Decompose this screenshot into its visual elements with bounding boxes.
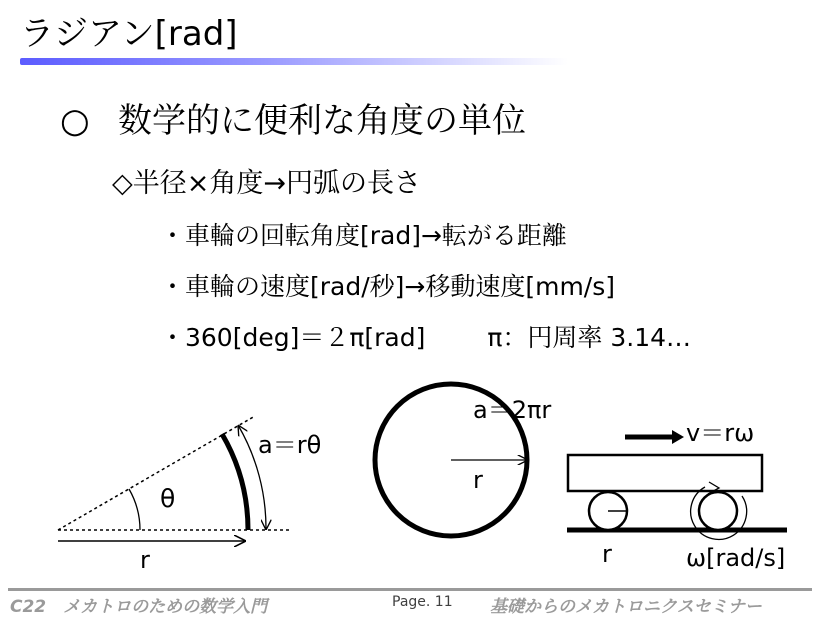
sector-arc: [222, 434, 248, 530]
sector-ray: [58, 416, 255, 530]
circle-diagram: [375, 384, 551, 536]
heading-text: 数学的に便利な角度の単位: [118, 101, 526, 141]
sector-diagram: [58, 416, 321, 574]
right-wheel: [699, 492, 737, 530]
slide-title: ラジアン[rad]: [20, 14, 238, 54]
degree-equation: ・360[deg]＝２π[rad]: [160, 323, 426, 352]
circumference-label: a＝2πr: [473, 396, 552, 424]
footer-seminar-title: 基礎からのメカトロニクスセミナー: [490, 597, 762, 617]
footer-divider: [8, 588, 812, 591]
cart-diagram: [567, 419, 787, 572]
arc-length-label: a＝rθ: [258, 431, 322, 459]
bullet-item-rotation: ・車輪の回転角度[rad]→転がる距離: [160, 221, 567, 250]
bullet-item-speed: ・車輪の速度[rad/秒]→移動速度[mm/s]: [160, 272, 616, 301]
angle-label: θ: [160, 484, 176, 513]
velocity-arrowhead: [672, 430, 684, 444]
cart-body: [568, 455, 762, 491]
angular-speed-label: ω[rad/s]: [686, 544, 786, 572]
circle-radius-label: r: [473, 466, 483, 494]
footer-page-number: Page. 11: [392, 594, 453, 610]
velocity-label: v＝rω: [686, 419, 755, 447]
footer-course-title: C22 メカトロのための数学入門: [10, 597, 268, 617]
angle-arc: [129, 489, 140, 530]
pi-note: π：円周率 3.14…: [487, 323, 692, 352]
sector-radius-label: r: [140, 546, 150, 574]
heading-bullet: ○: [60, 101, 90, 141]
subheading: ◇半径×角度→円弧の長さ: [112, 168, 422, 199]
wheel-radius-label: r: [602, 540, 612, 568]
